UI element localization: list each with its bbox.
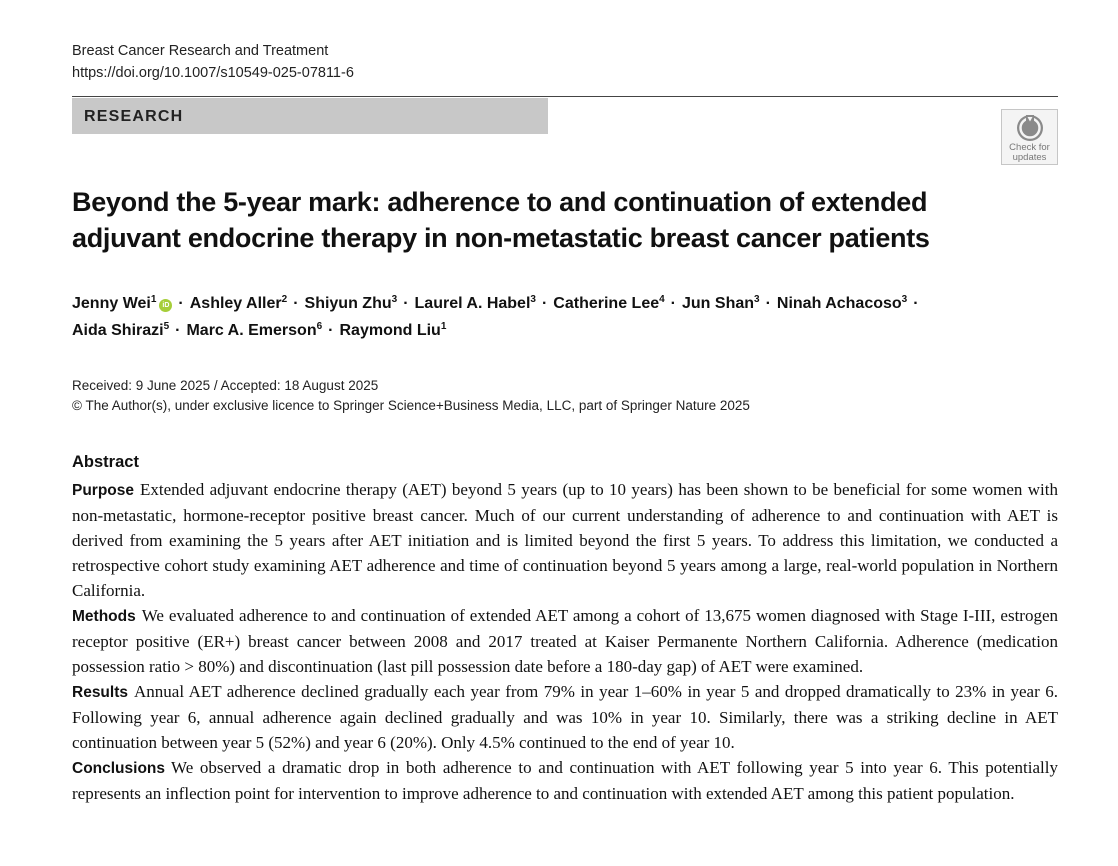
header-rule (72, 96, 1058, 97)
badge-line-2: updates (1012, 152, 1047, 163)
author-separator: · (175, 322, 181, 339)
author-name[interactable]: Aida Shirazi (72, 322, 164, 339)
author-line-1 (72, 290, 1052, 317)
section-label: RESEARCH (72, 98, 548, 134)
author-affiliation: 3 (754, 294, 760, 305)
journal-name: Breast Cancer Research and Treatment (72, 43, 329, 59)
author-affiliation: 1 (440, 321, 447, 332)
abstract-purpose (72, 477, 1058, 603)
article-dates (72, 376, 750, 416)
author-affiliation: 3 (530, 294, 536, 305)
author-name[interactable]: Jun Shan (682, 295, 755, 312)
purpose-label: Purpose (72, 482, 135, 499)
author-name[interactable]: Laurel A. Habel (414, 295, 531, 312)
author-name[interactable]: Raymond Liu (339, 322, 441, 339)
title-line-1: Beyond the 5-year mark: adherence to and continuation of extended (72, 187, 928, 217)
author-separator: · (403, 295, 409, 312)
article-title (72, 184, 1032, 256)
author-separator: · (765, 295, 771, 312)
author-name[interactable]: Jenny Wei (72, 295, 151, 312)
check-for-updates-icon (1015, 113, 1045, 143)
abstract-conclusions (72, 755, 1058, 806)
results-label: Results (72, 684, 128, 701)
orcid-icon[interactable]: iD (159, 299, 172, 312)
author-name[interactable]: Shiyun Zhu (304, 295, 392, 312)
author-affiliation: 4 (659, 294, 665, 305)
abstract-results (72, 679, 1058, 755)
check-for-updates-badge[interactable] (1001, 109, 1058, 165)
results-text: Annual AET adherence declined gradually each year from 79% in year 1–60% in year 5 and dropped dramatically to 23% in year 6. Following year 6, annual adherence again declined gradually and was 10% in year 10. Similarly, there was a striking decline in AET continuation between year 5 (52%) and year 6 (20%). Only 4.5% continued to the end of year 10. (72, 682, 1058, 752)
conclusions-label: Conclusions (72, 760, 166, 777)
author-affiliation: 3 (391, 294, 398, 305)
author-separator: · (328, 322, 334, 339)
author-affiliation: 1 (150, 294, 157, 305)
methods-label: Methods (72, 608, 136, 625)
badge-line-1: Check for (1009, 142, 1050, 153)
conclusions-text: We observed a dramatic drop in both adherence to and continuation with AET following year 5 into year 6. This potentially represents an inflection point for intervention to improve adherence to and continuation with extended AET among this patient population. (72, 758, 1058, 803)
author-affiliation: 6 (316, 321, 323, 332)
journal-header (72, 40, 354, 84)
author-affiliation: 3 (901, 294, 908, 305)
author-separator: · (178, 295, 184, 312)
author-line-2 (72, 317, 1052, 344)
author-separator: · (541, 295, 548, 312)
author-name[interactable]: Ashley Aller (189, 295, 282, 312)
title-line-2: adjuvant endocrine therapy in non-metastatic breast cancer patients (72, 223, 930, 253)
abstract-heading: Abstract (72, 453, 139, 471)
doi-link[interactable]: https://doi.org/10.1007/s10549-025-07811-6 (72, 65, 354, 81)
abstract-methods (72, 603, 1058, 679)
abstract-body (72, 477, 1058, 806)
author-separator: · (913, 295, 919, 312)
author-affiliation: 5 (163, 321, 170, 332)
methods-text: We evaluated adherence to and continuation of extended AET among a cohort of 13,675 women diagnosed with Stage I-III, estrogen receptor positive (ER+) breast cancer between 2008 and 2017 treated at Kaiser Permanente Northern California. Adherence (medication possession ratio > 80%) and discontinuation (last pill possession date before a 180-day gap) of AET were examined. (72, 606, 1058, 676)
author-list (72, 290, 1052, 344)
author-separator: · (670, 295, 676, 312)
author-separator: · (293, 295, 299, 312)
author-affiliation: 2 (281, 294, 288, 305)
author-name[interactable]: Catherine Lee (553, 295, 660, 312)
author-name[interactable]: Marc A. Emerson (186, 322, 317, 339)
copyright-notice: © The Author(s), under exclusive licence to Springer Science+Business Media, LLC, part of Springer Nature 2025 (72, 398, 750, 413)
author-name[interactable]: Ninah Achacoso (776, 295, 902, 312)
received-accepted-dates: Received: 9 June 2025 / Accepted: 18 August 2025 (72, 378, 379, 393)
purpose-text: Extended adjuvant endocrine therapy (AET) beyond 5 years (up to 10 years) has been shown to be beneficial for some women with non-metastatic, hormone-receptor positive breast cancer. Much of our current understanding of adherence to and continuation with AET is derived from examining the 5 years after AET initiation and is limited beyond the first 5 years. To address this limitation, we conducted a retrospective cohort study examining AET adherence and time of continuation beyond 5 years among a large, real-world population in Northern California. (72, 480, 1058, 600)
